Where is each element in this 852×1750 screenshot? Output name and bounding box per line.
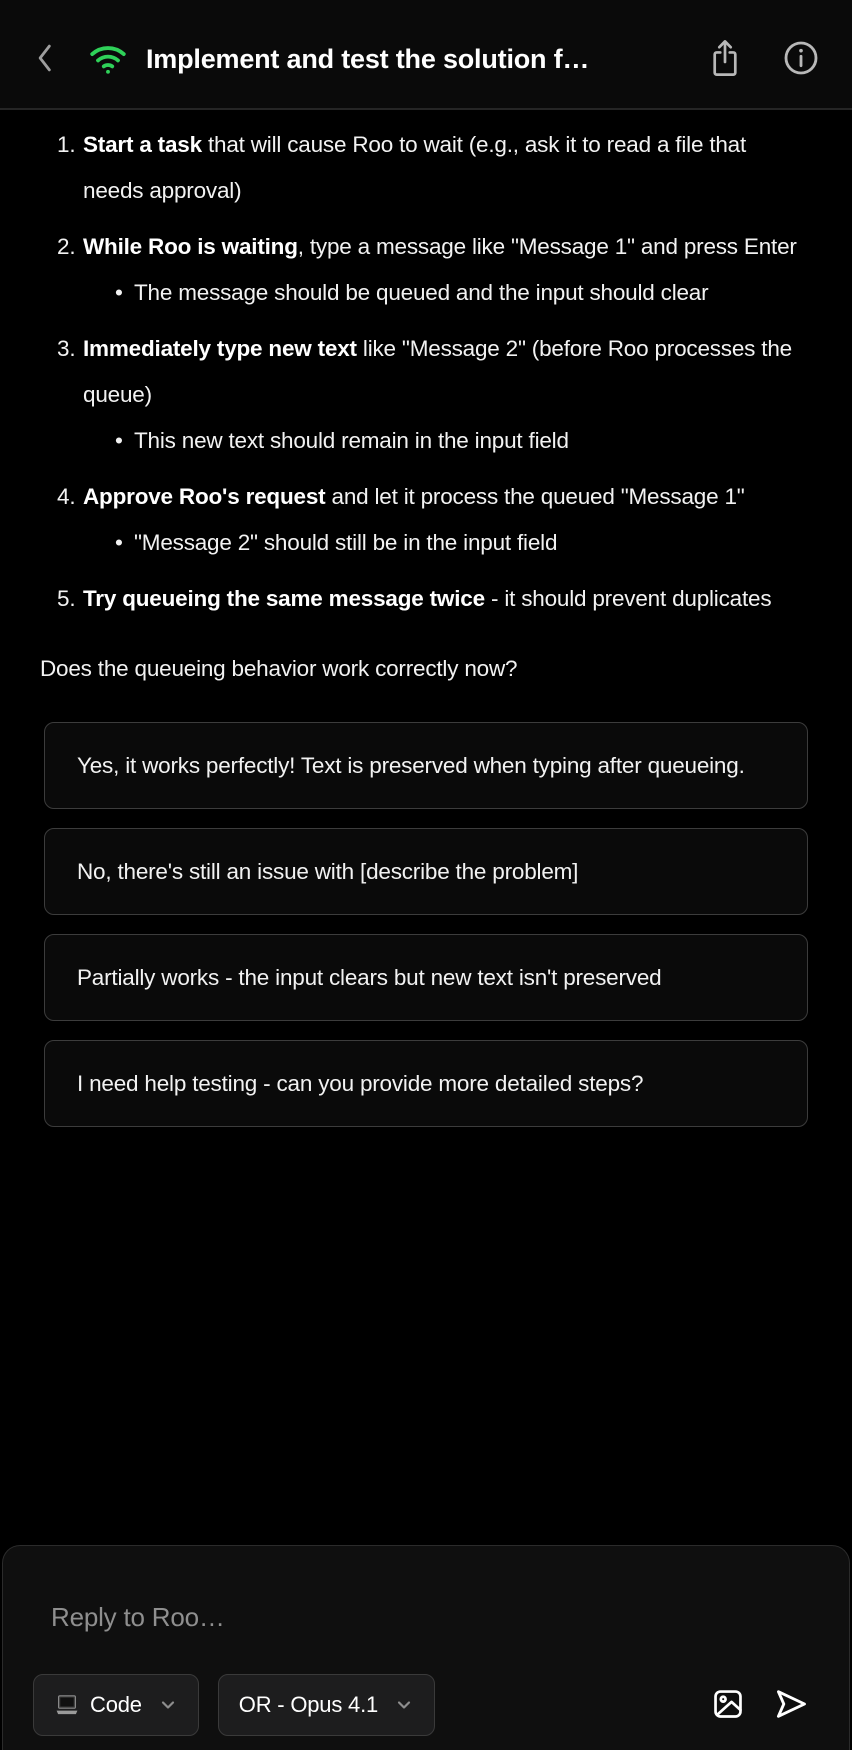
share-icon [706, 36, 744, 83]
wifi-icon [86, 37, 130, 81]
item-body [83, 576, 771, 622]
instruction-item [57, 224, 812, 316]
item-text: Approve Roo's request and let it process the queued "Message 1" [83, 484, 745, 509]
sub-bullet: • "Message 2" should still be in the input field [115, 520, 745, 566]
model-label: OR - Opus 4.1 [238, 1692, 379, 1717]
image-icon [711, 1687, 745, 1724]
question-text: Does the queueing behavior work correctly now? [40, 656, 518, 681]
composer-toolbar [33, 1674, 821, 1736]
item-number: 1. [57, 132, 76, 157]
item-number: 3. [57, 336, 76, 361]
sub-bullet-list [83, 270, 797, 316]
item-body [83, 122, 812, 214]
item-number: 4. [57, 484, 76, 509]
suggestion-button[interactable]: I need help testing - can you provide more detailed steps? [44, 1040, 808, 1127]
header [0, 0, 852, 110]
item-text: Immediately type new text like "Message 2" (before Roo processes the queue) [83, 336, 792, 407]
sub-bullet: • The message should be queued and the input should clear [115, 270, 797, 316]
suggestion-button[interactable]: Yes, it works perfectly! Text is preserved when typing after queueing. [44, 722, 808, 809]
item-text: Try queueing the same message twice - it should prevent duplicates [83, 586, 772, 611]
info-button[interactable] [780, 38, 822, 80]
suggestion-button[interactable]: No, there's still an issue with [describe the problem] [44, 828, 808, 915]
page-title: Implement and test the solution f… [146, 43, 590, 74]
instruction-list [40, 122, 812, 622]
attach-image-button[interactable] [706, 1683, 750, 1727]
item-text: Start a task that will cause Roo to wait (e.g., ask it to read a file that needs approval) [83, 132, 747, 203]
sub-bullet: • This new text should remain in the input field [115, 418, 812, 464]
mode-selector[interactable] [33, 1674, 199, 1736]
instruction-item [57, 576, 812, 622]
back-chevron-icon [32, 40, 58, 79]
chevron-down-icon [394, 1695, 414, 1715]
sub-bullet-list [83, 520, 745, 566]
model-selector[interactable] [218, 1674, 435, 1736]
item-body [83, 326, 812, 464]
laptop-icon [54, 1692, 80, 1718]
instruction-item [57, 326, 812, 464]
mode-label: Code [90, 1692, 142, 1717]
message-content [0, 110, 852, 1545]
instruction-item [57, 122, 812, 214]
back-button[interactable] [30, 39, 60, 79]
instruction-item [57, 474, 812, 566]
suggestion-list [44, 722, 808, 1127]
sub-bullet-list [83, 418, 812, 464]
chevron-down-icon [158, 1695, 178, 1715]
send-icon [773, 1686, 809, 1725]
item-body [83, 224, 797, 316]
item-number: 2. [57, 234, 76, 259]
share-button[interactable] [704, 36, 746, 82]
item-body [83, 474, 745, 566]
reply-composer [2, 1545, 850, 1750]
item-number: 5. [57, 586, 76, 611]
reply-input[interactable] [33, 1602, 821, 1658]
item-text: While Roo is waiting, type a message like "Message 1" and press Enter [83, 234, 797, 259]
suggestion-button[interactable]: Partially works - the input clears but new text isn't preserved [44, 934, 808, 1021]
info-icon [781, 38, 821, 81]
send-button[interactable] [769, 1683, 813, 1727]
